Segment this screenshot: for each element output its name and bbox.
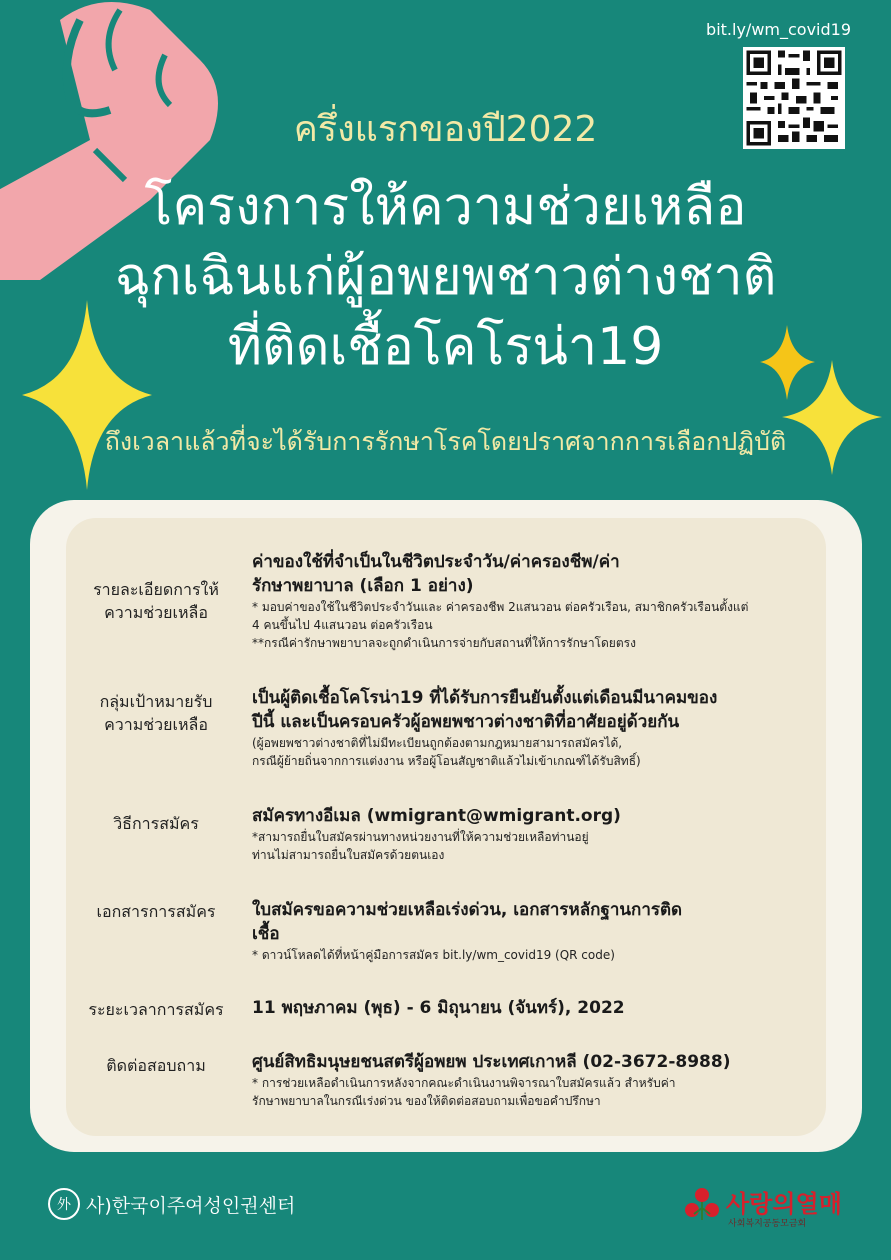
row-main-text: เป็นผู้ติดเชื้อโคโรน่า19 ที่ได้รับการยืนยันตั้งแต่เดือนมีนาคมของ <box>252 688 718 708</box>
footer-org-name: 사랑의열매 <box>726 1190 842 1218</box>
row-label-line: เอกสารการสมัคร <box>96 902 216 921</box>
row-content <box>252 898 812 964</box>
row-label-line: ระยะเวลาการสมัคร <box>88 1000 224 1019</box>
row-content <box>252 686 812 770</box>
row-note: * มอบค่าของใช้ในชีวิตประจำวันและ ค่าครองชีพ 2แสนวอน ต่อครัวเรือน, สมาชิกครัวเรือนตั้งแต่ <box>252 600 749 614</box>
row-note: ท่านไม่สามารถยื่นใบสมัครด้วยตนเอง <box>252 848 445 862</box>
row-label <box>66 1054 246 1077</box>
row-main-text: รักษาพยาบาล (เลือก 1 อย่าง) <box>252 576 474 596</box>
row-main-text: 11 พฤษภาคม (พุธ) - 6 มิถุนายน (จันทร์), 2022 <box>252 998 625 1018</box>
row-content <box>252 1050 812 1110</box>
row-label-line: ความช่วยเหลือ <box>104 715 208 734</box>
title-line: ฉุกเฉินแก่ผู้อพยพชาวต่างชาติ <box>114 247 777 307</box>
footer-org-subname: 사회복지공동모금회 <box>728 1219 807 1229</box>
footer-org-logo-right <box>682 1184 852 1234</box>
row-main-text[interactable]: ศูนย์สิทธิมนุษยชนสตรีผู้อพยพ ประเทศเกาหลี (02-3672-8988) <box>252 1052 731 1072</box>
row-label <box>66 578 246 624</box>
row-main-text: ใบสมัครขอความช่วยเหลือเร่งด่วน, เอกสารหลักฐานการติด <box>252 900 683 920</box>
row-note: (ผู้อพยพชาวต่างชาติที่ไม่มีทะเบียนถูกต้องตามกฎหมายสามารถสมัครได้, <box>252 736 623 750</box>
info-table <box>66 518 826 1136</box>
row-note: *สามารถยื่นใบสมัครผ่านทางหน่วยงานที่ให้ความช่วยเหลือท่านอยู่ <box>252 830 589 844</box>
title-line: ที่ติดเชื้อโคโรน่า19 <box>227 317 664 377</box>
row-label-line: ความช่วยเหลือ <box>104 603 208 622</box>
row-note: กรณีผู้ย้ายถิ่นจากการแต่งงาน หรือผู้โอนสัญชาติแล้วไม่เข้าเกณฑ์ได้รับสิทธิ์) <box>252 754 641 768</box>
row-label-line: รายละเอียดการให้ <box>93 580 219 599</box>
row-content <box>252 996 812 1020</box>
row-main-text: ค่าของใช้ที่จำเป็นในชีวิตประจำวัน/ค่าครองชีพ/ค่า <box>252 552 620 572</box>
row-label <box>66 900 246 923</box>
row-content <box>252 550 812 652</box>
row-label-line: ติดต่อสอบถาม <box>106 1056 206 1075</box>
info-panel <box>30 500 862 1152</box>
row-main-text: ปีนี้ และเป็นครอบครัวผู้อพยพชาวต่างชาติที่อาศัยอยู่ด้วยกัน <box>252 712 680 732</box>
row-label-line: วิธีการสมัคร <box>113 814 199 833</box>
footer-org-name: 사)한국이주여성인권센터 <box>86 1194 296 1217</box>
row-label-line: กลุ่มเป้าหมายรับ <box>99 692 213 711</box>
page-title <box>40 172 851 382</box>
row-note: **กรณีค่ารักษาพยาบาลจะถูกดำเนินการจ่ายกับสถานที่ให้การรักษาโดยตรง <box>252 636 636 650</box>
tagline: ถึงเวลาแล้วที่จะได้รับการรักษาโรคโดยปราศจากการเลือกปฏิบัติ <box>104 427 787 456</box>
title-line: โครงการให้ความช่วยเหลือ <box>144 177 747 237</box>
row-label <box>66 998 246 1021</box>
heart-fruit-logo-icon <box>682 1186 722 1226</box>
short-url-link[interactable]: bit.ly/wm_covid19 <box>706 20 851 39</box>
row-note: * ดาวน์โหลดได้ที่หน้าคู่มือการสมัคร bit.ly/wm_covid19 (QR code) <box>252 948 615 962</box>
row-note: * การช่วยเหลือดำเนินการหลังจากคณะดำเนินงานพิจารณาใบสมัครแล้ว สำหรับค่า <box>252 1076 676 1090</box>
row-note: 4 คนขึ้นไป 4แสนวอน ต่อครัวเรือน <box>252 618 433 632</box>
org-emblem-icon: 外 <box>48 1188 80 1220</box>
subtitle: ครึ่งแรกของปี2022 <box>293 109 598 150</box>
row-content <box>252 804 812 864</box>
row-label <box>66 690 246 736</box>
row-main-text[interactable]: สมัครทางอีเมล (wmigrant@wmigrant.org) <box>252 806 621 826</box>
row-note: รักษาพยาบาลในกรณีเร่งด่วน ของให้ติดต่อสอบถามเพื่อขอคำปรึกษา <box>252 1094 601 1108</box>
row-label <box>66 812 246 835</box>
footer-org-logo-left <box>48 1188 295 1220</box>
row-main-text: เชื้อ <box>252 924 280 944</box>
